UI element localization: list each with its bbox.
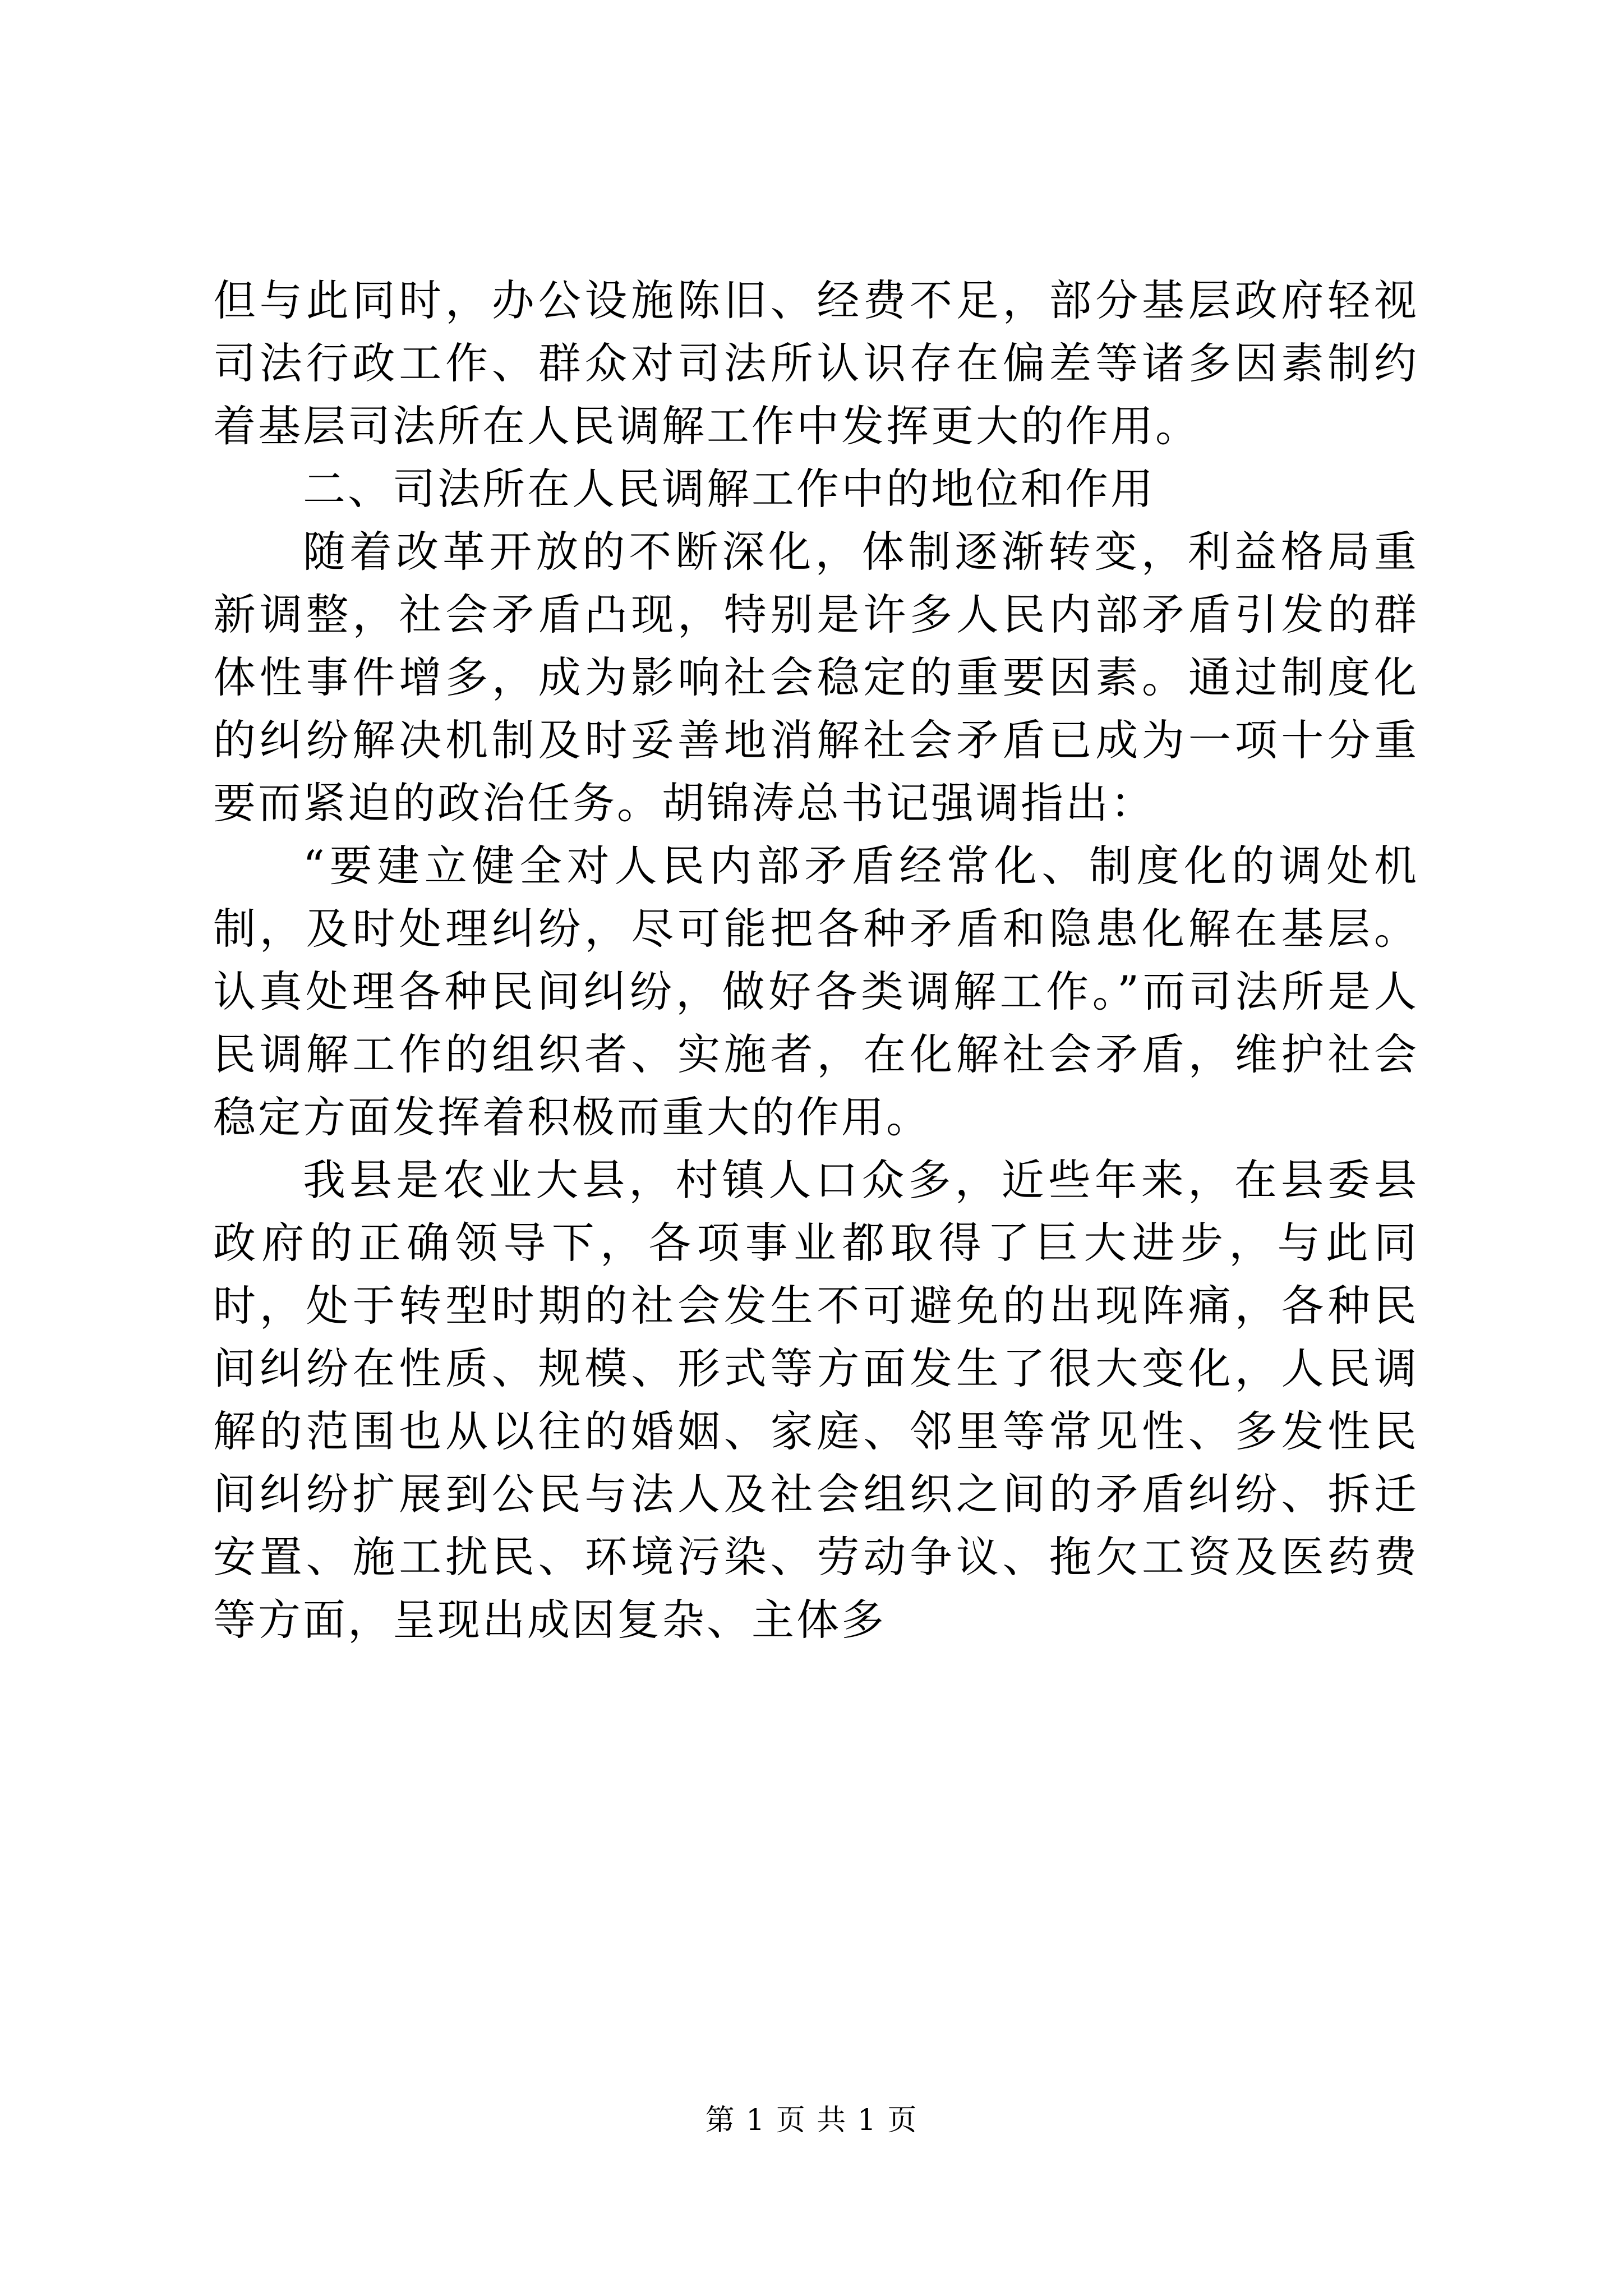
paragraph-5: 我县是农业大县，村镇人口众多，近些年来，在县委县政府的正确领导下，各项事业都取得了巨大进步，与此同时，处于转型时期的社会发生不可避免的出现阵痛，各种民间纠纷在性质、规模、形式等方面发生了很大变化，人民调解的范围也从以往的婚姻、家庭、邻里等常见性、多发性民间纠纷扩展到公民与法人及社会组织之间的矛盾纠纷、拆迁安置、施工扰民、环境污染、劳动争议、拖欠工资及医药费等方面，呈现出成因复杂、主体多 — [213, 1155, 1419, 1645]
paragraph-3: 随着改革开放的不断深化，体制逐渐转变，利益格局重新调整，社会矛盾凸现，特别是许多人民内部矛盾引发的群体性事件增多，成为影响社会稳定的重要因素。通过制度化的纠纷解决机制及时妥善地消解社会矛盾已成为一项十分重要而紧迫的政治任务。胡锦涛总书记强调指出： — [213, 527, 1419, 828]
paragraph-1: 但与此同时，办公设施陈旧、经费不足，部分基层政府轻视司法行政工作、群众对司法所认识存在偏差等诸多因素制约着基层司法所在人民调解工作中发挥更大的作用。 — [213, 275, 1419, 451]
page-number-label: 第 1 页 共 1 页 — [705, 2104, 918, 2137]
section-heading: 二、司法所在人民调解工作中的地位和作用 — [303, 464, 1155, 514]
paragraph-quote: “要建立健全对人民内部矛盾经常化、制度化的调处机制，及时处理纠纷，尽可能把各种矛盾和隐患化解在基层。认真处理各种民间纠纷，做好各类调解工作。”而司法所是人民调解工作的组织者、实施者，在化解社会矛盾，维护社会稳定方面发挥着积极而重大的作用。 — [213, 841, 1419, 1142]
document-body — [213, 269, 1419, 1651]
page-footer — [0, 2101, 1623, 2140]
